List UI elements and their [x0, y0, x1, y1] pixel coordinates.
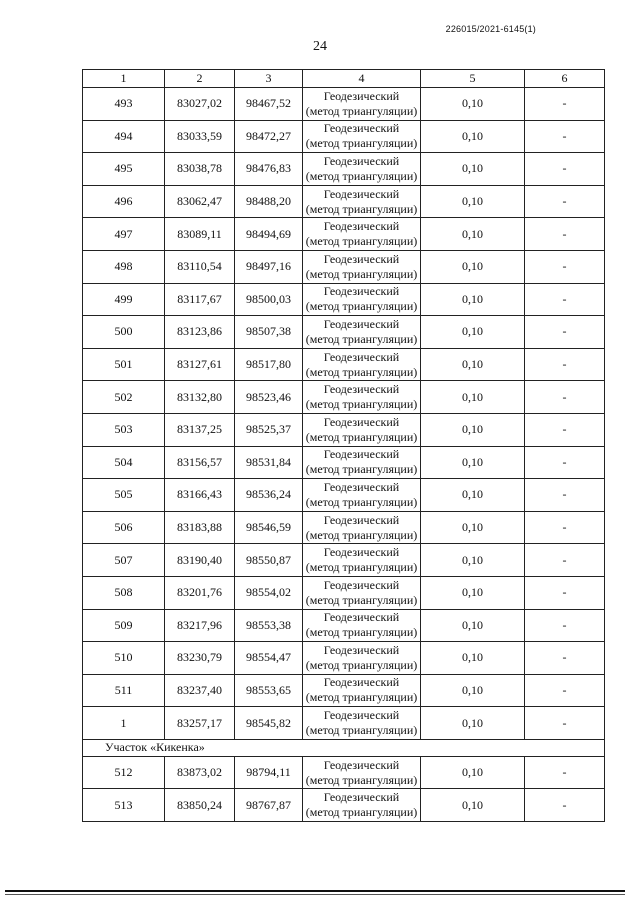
x-coordinate: 83062,47: [165, 185, 235, 218]
y-coordinate: 98476,83: [235, 153, 303, 186]
point-number: 511: [83, 674, 165, 707]
method-cell: [303, 316, 421, 349]
accuracy-value: 0,10: [421, 218, 525, 251]
method-line-2: (метод триангуляции): [305, 266, 418, 281]
footer-rule-thin: [5, 894, 625, 895]
method-line-2: (метод триангуляции): [305, 494, 418, 509]
point-number: 506: [83, 511, 165, 544]
y-coordinate: 98517,80: [235, 348, 303, 381]
method-line-1: Геодезический: [323, 251, 400, 266]
method-line-1: Геодезический: [323, 88, 400, 103]
method-line-2: (метод триангуляции): [305, 723, 418, 738]
method-line-2: (метод триангуляции): [305, 331, 418, 346]
accuracy-value: 0,10: [421, 544, 525, 577]
point-number: 504: [83, 446, 165, 479]
accuracy-value: 0,10: [421, 674, 525, 707]
note-value: -: [525, 120, 605, 153]
method-cell: [303, 576, 421, 609]
accuracy-value: 0,10: [421, 348, 525, 381]
method-cell: [303, 789, 421, 822]
point-number: 497: [83, 218, 165, 251]
table-row: [83, 381, 605, 414]
point-number: 503: [83, 413, 165, 446]
note-value: -: [525, 153, 605, 186]
method-line-1: Геодезический: [323, 382, 400, 397]
point-number: 508: [83, 576, 165, 609]
method-line-1: Геодезический: [323, 757, 400, 772]
x-coordinate: 83117,67: [165, 283, 235, 316]
table-row: [83, 511, 605, 544]
method-line-2: (метод триангуляции): [305, 397, 418, 412]
table-row: [83, 153, 605, 186]
point-number: 498: [83, 250, 165, 283]
method-line-1: Геодезический: [323, 790, 400, 805]
y-coordinate: 98472,27: [235, 120, 303, 153]
method-cell: [303, 348, 421, 381]
method-line-2: (метод триангуляции): [305, 201, 418, 216]
y-coordinate: 98488,20: [235, 185, 303, 218]
column-header: 5: [421, 70, 525, 88]
accuracy-value: 0,10: [421, 576, 525, 609]
note-value: -: [525, 348, 605, 381]
table-row: [83, 446, 605, 479]
method-cell: [303, 120, 421, 153]
y-coordinate: 98546,59: [235, 511, 303, 544]
accuracy-value: 0,10: [421, 609, 525, 642]
table-row: [83, 544, 605, 577]
point-number: 502: [83, 381, 165, 414]
accuracy-value: 0,10: [421, 120, 525, 153]
note-value: -: [525, 756, 605, 789]
note-value: -: [525, 381, 605, 414]
note-value: -: [525, 511, 605, 544]
x-coordinate: 83237,40: [165, 674, 235, 707]
accuracy-value: 0,10: [421, 316, 525, 349]
method-line-2: (метод триангуляции): [305, 625, 418, 640]
y-coordinate: 98523,46: [235, 381, 303, 414]
column-header: 4: [303, 70, 421, 88]
table-row: [83, 316, 605, 349]
method-line-2: (метод триангуляции): [305, 462, 418, 477]
method-cell: [303, 756, 421, 789]
note-value: -: [525, 316, 605, 349]
method-line-1: Геодезический: [323, 219, 400, 234]
method-cell: [303, 413, 421, 446]
accuracy-value: 0,10: [421, 381, 525, 414]
table-row: [83, 120, 605, 153]
method-line-1: Геодезический: [323, 447, 400, 462]
accuracy-value: 0,10: [421, 88, 525, 121]
point-number: 507: [83, 544, 165, 577]
x-coordinate: 83166,43: [165, 479, 235, 512]
table-row: [83, 250, 605, 283]
method-line-1: Геодезический: [323, 121, 400, 136]
column-header: 1: [83, 70, 165, 88]
method-line-2: (метод триангуляции): [305, 527, 418, 542]
y-coordinate: 98545,82: [235, 707, 303, 740]
method-line-2: (метод триангуляции): [305, 690, 418, 705]
point-number: 509: [83, 609, 165, 642]
method-line-2: (метод триангуляции): [305, 299, 418, 314]
table-header-row: [83, 70, 605, 88]
method-cell: [303, 283, 421, 316]
note-value: -: [525, 185, 605, 218]
point-number: 512: [83, 756, 165, 789]
column-header: 6: [525, 70, 605, 88]
table-row: [83, 283, 605, 316]
point-number: 500: [83, 316, 165, 349]
accuracy-value: 0,10: [421, 707, 525, 740]
method-cell: [303, 446, 421, 479]
x-coordinate: 83033,59: [165, 120, 235, 153]
method-line-2: (метод триангуляции): [305, 136, 418, 151]
x-coordinate: 83089,11: [165, 218, 235, 251]
point-number: 493: [83, 88, 165, 121]
method-line-2: (метод триангуляции): [305, 772, 418, 787]
document-number: 226015/2021-6145(1): [445, 24, 536, 34]
y-coordinate: 98553,38: [235, 609, 303, 642]
table-row: [83, 707, 605, 740]
note-value: -: [525, 707, 605, 740]
x-coordinate: 83850,24: [165, 789, 235, 822]
point-number: 501: [83, 348, 165, 381]
note-value: -: [525, 88, 605, 121]
point-number: 513: [83, 789, 165, 822]
x-coordinate: 83132,80: [165, 381, 235, 414]
x-coordinate: 83156,57: [165, 446, 235, 479]
accuracy-value: 0,10: [421, 479, 525, 512]
note-value: -: [525, 283, 605, 316]
footer-rule: [5, 890, 625, 892]
method-line-2: (метод триангуляции): [305, 234, 418, 249]
note-value: -: [525, 218, 605, 251]
y-coordinate: 98531,84: [235, 446, 303, 479]
y-coordinate: 98497,16: [235, 250, 303, 283]
note-value: -: [525, 250, 605, 283]
x-coordinate: 83127,61: [165, 348, 235, 381]
method-cell: [303, 544, 421, 577]
note-value: -: [525, 789, 605, 822]
y-coordinate: 98767,87: [235, 789, 303, 822]
table-row: [83, 348, 605, 381]
method-line-1: Геодезический: [323, 577, 400, 592]
y-coordinate: 98507,38: [235, 316, 303, 349]
point-number: 494: [83, 120, 165, 153]
x-coordinate: 83027,02: [165, 88, 235, 121]
x-coordinate: 83257,17: [165, 707, 235, 740]
accuracy-value: 0,10: [421, 511, 525, 544]
point-number: 499: [83, 283, 165, 316]
accuracy-value: 0,10: [421, 185, 525, 218]
point-number: 495: [83, 153, 165, 186]
method-line-2: (метод триангуляции): [305, 103, 418, 118]
note-value: -: [525, 544, 605, 577]
x-coordinate: 83190,40: [165, 544, 235, 577]
y-coordinate: 98536,24: [235, 479, 303, 512]
note-value: -: [525, 576, 605, 609]
accuracy-value: 0,10: [421, 446, 525, 479]
method-line-1: Геодезический: [323, 316, 400, 331]
method-line-2: (метод триангуляции): [305, 560, 418, 575]
table-row: [83, 185, 605, 218]
method-cell: [303, 479, 421, 512]
method-line-2: (метод триангуляции): [305, 168, 418, 183]
coordinates-table-body: [83, 70, 605, 822]
x-coordinate: 83038,78: [165, 153, 235, 186]
method-line-1: Геодезический: [323, 414, 400, 429]
method-cell: [303, 511, 421, 544]
method-cell: [303, 642, 421, 675]
method-cell: [303, 185, 421, 218]
y-coordinate: 98554,47: [235, 642, 303, 675]
x-coordinate: 83110,54: [165, 250, 235, 283]
coordinates-table: [82, 69, 605, 822]
point-number: 1: [83, 707, 165, 740]
column-header: 3: [235, 70, 303, 88]
method-cell: [303, 218, 421, 251]
note-value: -: [525, 674, 605, 707]
y-coordinate: 98553,65: [235, 674, 303, 707]
note-value: -: [525, 642, 605, 675]
point-number: 496: [83, 185, 165, 218]
section-label: Участок «Кикенка»: [83, 739, 605, 756]
method-line-2: (метод триангуляции): [305, 805, 418, 820]
table-row: [83, 674, 605, 707]
method-line-1: Геодезический: [323, 610, 400, 625]
note-value: -: [525, 609, 605, 642]
table-row: [83, 218, 605, 251]
method-line-1: Геодезический: [323, 545, 400, 560]
note-value: -: [525, 479, 605, 512]
method-cell: [303, 381, 421, 414]
method-line-1: Геодезический: [323, 642, 400, 657]
x-coordinate: 83230,79: [165, 642, 235, 675]
page-number: 24: [313, 39, 327, 54]
y-coordinate: 98554,02: [235, 576, 303, 609]
method-line-1: Геодезический: [323, 512, 400, 527]
table-row: [83, 756, 605, 789]
method-line-2: (метод триангуляции): [305, 592, 418, 607]
method-cell: [303, 609, 421, 642]
y-coordinate: 98494,69: [235, 218, 303, 251]
method-line-2: (метод триангуляции): [305, 364, 418, 379]
y-coordinate: 98467,52: [235, 88, 303, 121]
accuracy-value: 0,10: [421, 642, 525, 675]
x-coordinate: 83137,25: [165, 413, 235, 446]
column-header: 2: [165, 70, 235, 88]
accuracy-value: 0,10: [421, 756, 525, 789]
note-value: -: [525, 446, 605, 479]
x-coordinate: 83201,76: [165, 576, 235, 609]
method-cell: [303, 153, 421, 186]
method-line-1: Геодезический: [323, 186, 400, 201]
accuracy-value: 0,10: [421, 789, 525, 822]
method-line-1: Геодезический: [323, 349, 400, 364]
point-number: 505: [83, 479, 165, 512]
table-row: [83, 88, 605, 121]
accuracy-value: 0,10: [421, 413, 525, 446]
method-line-1: Геодезический: [323, 284, 400, 299]
y-coordinate: 98500,03: [235, 283, 303, 316]
method-line-2: (метод триангуляции): [305, 657, 418, 672]
x-coordinate: 83123,86: [165, 316, 235, 349]
x-coordinate: 83183,88: [165, 511, 235, 544]
method-cell: [303, 88, 421, 121]
table-row: [83, 576, 605, 609]
section-row: [83, 739, 605, 756]
accuracy-value: 0,10: [421, 283, 525, 316]
accuracy-value: 0,10: [421, 250, 525, 283]
point-number: 510: [83, 642, 165, 675]
x-coordinate: 83873,02: [165, 756, 235, 789]
y-coordinate: 98525,37: [235, 413, 303, 446]
y-coordinate: 98794,11: [235, 756, 303, 789]
method-line-1: Геодезический: [323, 479, 400, 494]
y-coordinate: 98550,87: [235, 544, 303, 577]
table-row: [83, 609, 605, 642]
method-line-2: (метод триангуляции): [305, 429, 418, 444]
table-row: [83, 479, 605, 512]
method-line-1: Геодезический: [323, 708, 400, 723]
method-line-1: Геодезический: [323, 153, 400, 168]
note-value: -: [525, 413, 605, 446]
method-cell: [303, 707, 421, 740]
table-row: [83, 413, 605, 446]
method-cell: [303, 250, 421, 283]
x-coordinate: 83217,96: [165, 609, 235, 642]
method-line-1: Геодезический: [323, 675, 400, 690]
table-row: [83, 642, 605, 675]
method-cell: [303, 674, 421, 707]
accuracy-value: 0,10: [421, 153, 525, 186]
table-row: [83, 789, 605, 822]
